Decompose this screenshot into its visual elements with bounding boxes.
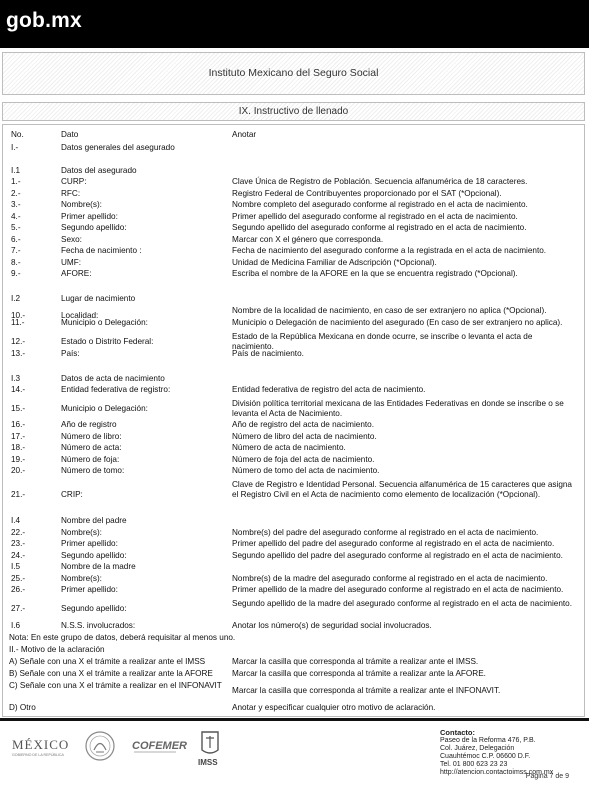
section-title: IX. Instructivo de llenado [238, 106, 349, 117]
row-dato: Número de foja: [61, 455, 120, 464]
row-number: I.2 [11, 294, 21, 303]
row-dato: Lugar de nacimiento [61, 294, 136, 303]
row-dato: Primer apellido: [61, 585, 118, 594]
row-dato: Sexo: [61, 235, 82, 244]
mexico-logo: MÉXICO [12, 737, 70, 752]
row-anotar: Unidad de Medicina Familiar de Adscripción (*Opcional). [232, 258, 437, 267]
option-label: B) Señale con una X el trámite a realizar ante la AFORE [9, 669, 213, 678]
row-anotar: País de nacimiento. [232, 349, 304, 358]
row-dato: Primer apellido: [61, 212, 118, 221]
row-number: I.- [11, 143, 19, 152]
row-number: 26.- [11, 585, 26, 594]
row-anotar: Nombre de la localidad de nacimiento, en caso de ser extranjero no aplica (*Opcional). [232, 306, 547, 315]
row-dato: Segundo apellido: [61, 603, 127, 613]
column-header-dato: Dato [61, 130, 79, 139]
row-dato: Localidad: [61, 310, 99, 320]
row-number: 11.- [11, 318, 25, 327]
option-anotar: Marcar la casilla que corresponda al trámite a realizar ante la AFORE. [232, 669, 486, 678]
row-anotar: Número de foja del acta de nacimiento. [232, 455, 375, 464]
row-anotar: Municipio o Delegación de nacimiento del asegurado (En caso de ser extranjero no aplica). [232, 318, 563, 327]
row-dato: CURP: [61, 177, 87, 186]
row-number: 19.- [11, 455, 26, 464]
table-note: Nota: En este grupo de datos, deberá requisitar al menos uno. [9, 633, 236, 642]
row-number: 15.- [11, 403, 26, 413]
cofemer-logo-text: COFEMER [132, 740, 187, 752]
row-number: I.5 [11, 562, 21, 571]
row-anotar: Primer apellido del asegurado conforme al registrado en el acta de nacimiento. [232, 212, 518, 221]
option-anotar: Anotar y especificar cualquier otro motivo de aclaración. [232, 703, 436, 712]
row-anotar: Estado de la República Mexicana en donde ocurre, se inscribe o levanta el acta de nacimiento. [232, 332, 533, 351]
row-dato: Entidad federativa de registro: [61, 385, 171, 394]
contact-block [440, 729, 553, 777]
row-anotar: Nombre(s) de la madre del asegurado conforme al registrado en el acta de nacimiento. [232, 574, 548, 583]
row-number: 4.- [11, 212, 21, 221]
row-anotar: Número de libro del acta de nacimiento. [232, 432, 377, 441]
row-number: 21.- [11, 489, 26, 499]
section-2-title: II.- Motivo de la aclaración [9, 645, 105, 654]
row-anotar: Nombre(s) del padre del asegurado conforme al registrado en el acta de nacimiento. [232, 528, 539, 537]
option-label: C) Señale con una X el trámite a realizar en el INFONAVIT [9, 681, 222, 690]
row-dato: AFORE: [61, 269, 92, 278]
row-dato: Datos de acta de nacimiento [61, 374, 165, 383]
row-dato: Año de registro [61, 420, 117, 429]
row-dato: UMF: [61, 258, 82, 267]
row-number: 8.- [11, 258, 21, 267]
row-anotar: Segundo apellido del asegurado conforme al registrado en el acta de nacimiento. [232, 223, 527, 232]
row-dato: N.S.S. involucrados: [61, 621, 136, 630]
row-dato: Fecha de nacimiento : [61, 246, 142, 255]
row-anotar: Registro Federal de Contribuyentes proporcionado por el SAT (*Opcional). [232, 189, 502, 198]
column-header-no: No. [11, 130, 24, 139]
institution-title: Instituto Mexicano del Seguro Social [208, 67, 379, 79]
national-seal-icon [84, 729, 116, 763]
cofemer-logo [132, 735, 187, 757]
contact-line: Tel. 01 800 623 23 23 [440, 761, 508, 768]
row-dato: Estado o Distrito Federal: [61, 336, 154, 346]
row-anotar: Primer apellido del padre del asegurado conforme al registrado en el acta de nacimiento. [232, 539, 555, 548]
row-number: 9.- [11, 269, 21, 278]
row-dato: Nombre(s): [61, 528, 102, 537]
row-number: 6.- [11, 235, 21, 244]
contact-title: Contacto: [440, 728, 475, 737]
row-number: 22.- [11, 528, 26, 537]
mexico-logo-subtitle: GOBIERNO DE LA REPÚBLICA [12, 753, 64, 757]
contact-line: Col. Juárez, Delegación [440, 745, 515, 752]
imss-logo-text: IMSS [198, 758, 218, 767]
row-dato: Datos del asegurado [61, 166, 137, 175]
row-anotar: Escriba el nombre de la AFORE en la que se encuentra registrado (*Opcional). [232, 269, 518, 278]
contact-line: Cuauhtémoc C.P. 06600 D.F. [440, 753, 531, 760]
row-number: 5.- [11, 223, 21, 232]
contact-line: Paseo de la Reforma 476, P.B. [440, 737, 536, 744]
instructions-table [2, 124, 585, 717]
row-number: 10.- [11, 310, 26, 320]
row-dato: Número de acta: [61, 443, 122, 452]
row-dato: Número de tomo: [61, 466, 125, 475]
gobmx-logo[interactable]: gob.mx [6, 9, 82, 32]
imss-logo [196, 728, 224, 768]
row-number: I.3 [11, 374, 21, 383]
option-label: D) Otro [9, 703, 36, 712]
row-anotar: Nombre completo del asegurado conforme al registrado en el acta de nacimiento. [232, 200, 528, 209]
row-dato: Segundo apellido: [61, 551, 127, 560]
section-header [2, 102, 585, 121]
row-number: I.6 [11, 621, 21, 630]
option-anotar: Marcar la casilla que corresponda al trámite a realizar ante el INFONAVIT. [232, 686, 501, 695]
top-bar [0, 0, 589, 48]
row-number: 12.- [11, 336, 26, 346]
row-number: 16.- [11, 420, 26, 429]
row-number: I.1 [11, 166, 21, 175]
row-dato: Nombre de la madre [61, 562, 136, 571]
row-anotar: Segundo apellido del padre del asegurado conforme al registrado en el acta de nacimiento. [232, 551, 563, 560]
row-dato: Municipio o Delegación: [61, 318, 148, 327]
footer [0, 718, 589, 781]
row-anotar: Entidad federativa de registro del acta de nacimiento. [232, 385, 426, 394]
option-label: A) Señale con una X el trámite a realizar ante el IMSS [9, 657, 206, 666]
row-number: 23.- [11, 539, 26, 548]
row-dato: Primer apellido: [61, 539, 118, 548]
row-anotar: Fecha de nacimiento del asegurado conforme a la registrada en el acta de nacimiento. [232, 246, 547, 255]
row-number: 3.- [11, 200, 21, 209]
row-dato: Nombre del padre [61, 516, 127, 525]
row-anotar: Anotar los número(s) de seguridad social involucrados. [232, 621, 432, 630]
row-anotar: Número de acta de nacimiento. [232, 443, 346, 452]
row-number: 14.- [11, 385, 26, 394]
row-number: 17.- [11, 432, 26, 441]
row-anotar: Clave de Registro e Identidad Personal. Secuencia alfanumérica de 15 caracteres que asigna el Registro Civil en el Acta de nacimiento como elemento de localización (*Opcional). [232, 480, 572, 499]
row-number: 25.- [11, 574, 26, 583]
row-anotar: Clave Única de Registro de Población. Secuencia alfanumérica de 18 caracteres. [232, 177, 528, 186]
row-dato: Nombre(s): [61, 200, 102, 209]
row-dato: Segundo apellido: [61, 223, 127, 232]
row-number: 2.- [11, 189, 21, 198]
row-number: 18.- [11, 443, 26, 452]
row-anotar: Primer apellido de la madre del asegurado conforme al registrado en el acta de nacimiento. [232, 585, 564, 594]
column-header-anotar: Anotar [232, 130, 257, 139]
row-anotar: Número de tomo del acta de nacimiento. [232, 466, 380, 475]
row-dato: Número de libro: [61, 432, 122, 441]
row-number: 7.- [11, 246, 21, 255]
row-number: 1.- [11, 177, 21, 186]
row-number: 13.- [11, 349, 26, 358]
row-number: 20.- [11, 466, 26, 475]
row-dato: RFC: [61, 189, 81, 198]
row-number: 27.- [11, 603, 26, 613]
row-number: I.4 [11, 516, 21, 525]
row-dato: Datos generales del asegurado [61, 143, 175, 152]
row-anotar: Segundo apellido de la madre del asegurado conforme al registrado en el acta de nacimiento. [232, 599, 573, 608]
row-dato: CRIP: [61, 489, 83, 499]
row-number: 24.- [11, 551, 26, 560]
contact-url-link[interactable]: http://atencion.contactoimss.com.mx [440, 769, 554, 776]
row-anotar: Marcar con X el género que corresponda. [232, 235, 384, 244]
row-anotar: División política territorial mexicana de las Entidades Federativas en donde se inscribe o se levanta el Acta de Nacimiento. [232, 399, 564, 418]
institution-header [2, 52, 585, 95]
row-anotar: Año de registro del acta de nacimiento. [232, 420, 375, 429]
page-number: Página 7 de 9 [525, 773, 569, 780]
row-dato: Nombre(s): [61, 574, 102, 583]
row-dato: Municipio o Delegación: [61, 403, 148, 413]
option-anotar: Marcar la casilla que corresponda al trámite a realizar ante el IMSS. [232, 657, 479, 666]
row-dato: País: [61, 349, 80, 358]
